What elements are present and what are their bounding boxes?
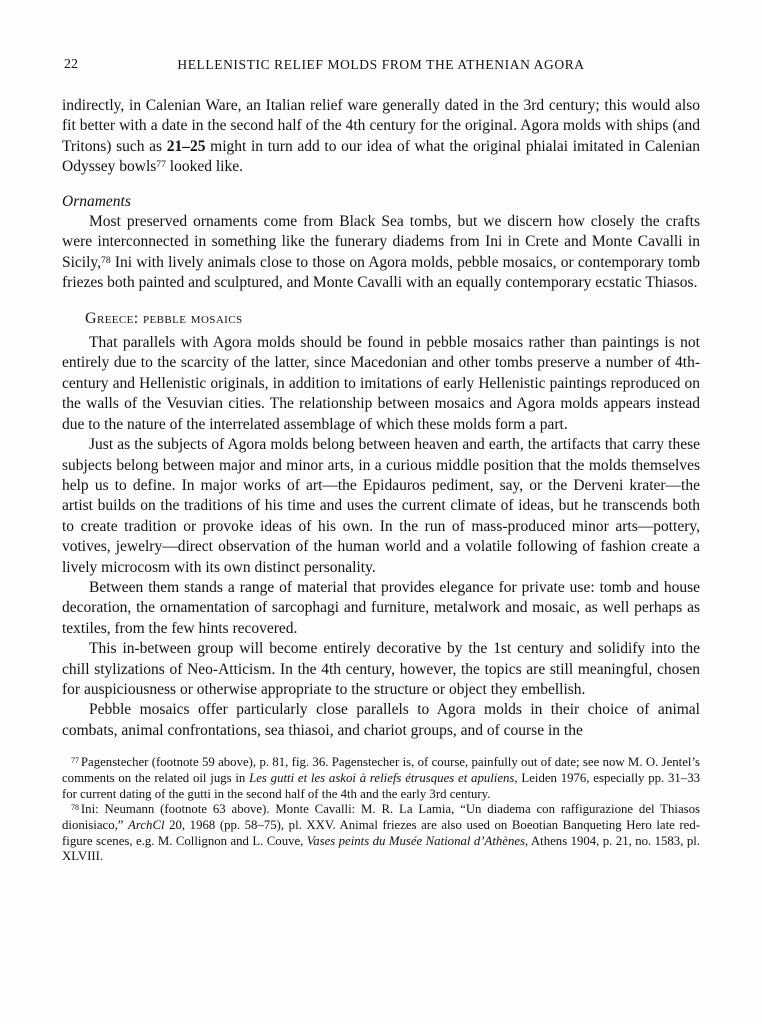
footnote-text: Ini: Neumann (footnote 63 above). Monte Cavalli: M. R. La Lamia, “Un diadema con raffigurazione del Thiasos dionisiaco,” xyxy=(62,802,700,832)
catalog-number-range: 21–25 xyxy=(166,137,206,155)
footnote-book-title: Vases peints du Musée National d’Athènes xyxy=(306,833,526,848)
running-title: HELLENISTIC RELIEF MOLDS FROM THE ATHENIAN AGORA xyxy=(177,57,585,72)
footnote-marker-77: 77 xyxy=(71,755,79,765)
footnote-text: , Leiden 1976, especially pp. 31–33 for current dating of the gutti in the second half of the 4th and the early 3rd century. xyxy=(62,770,701,801)
body-text: indirectly, in Calenian Ware, an Italian relief ware generally dated in the 3rd century; this would also fit better with a date in the second half of the 4th century for the original. Agora molds with ships (and Tritons) such as xyxy=(62,97,700,155)
section-heading-ornaments: Ornaments xyxy=(62,192,131,210)
body-text: Ini with lively animals close to those on Agora molds, pebble mosaics, or contemporary tomb friezes both painted and sculptured, and Monte Cavalli with an equally contemporary ecstatic Thiasos. xyxy=(62,253,700,292)
paragraph-continued xyxy=(62,96,700,178)
footnote-text: Pagenstecher (footnote 59 above), p. 81, fig. 36. Pagenstecher is, of course, painfully out of date; see now M. O. Jentel’s comments on the related oil jugs in xyxy=(62,755,700,785)
footnote-marker-78: 78 xyxy=(71,802,79,812)
body-text: looked like. xyxy=(165,158,243,176)
paragraph: Between them stands a range of material that provides elegance for private use: tomb and house decoration, the ornamentation of sarcophagi and furniture, metalwork and mosaic, as well perhaps as textiles, from the few hints recovered. xyxy=(62,578,700,637)
footnote-77 xyxy=(62,755,700,802)
paragraph: Pebble mosaics offer particularly close parallels to Agora molds in their choice of animal combats, animal confrontations, sea thiasoi, and chariot groups, and of course in the xyxy=(62,701,700,739)
section-heading-greece-pebble-mosaics: Greece: pebble mosaics xyxy=(85,309,243,327)
paragraph xyxy=(62,212,700,294)
body-text: might in turn add to our idea of what the original phialai imitated in Calenian Odyssey bowls xyxy=(62,137,700,176)
footnote-text: 20, 1968 (pp. 58–75), pl. XXV. Animal friezes are also used on Boeotian Banqueting Hero late red-figure scenes, e.g. M. Collignon and L. Couve, xyxy=(62,818,700,848)
paragraph: That parallels with Agora molds should be found in pebble mosaics rather than paintings is not entirely due to the scarcity of the latter, since Macedonian and other tombs preserve a number of 4th-century and Hellenistic originals, in addition to imitations of early Hellenistic paintings reproduced on the walls of the Vesuvian cities. The relationship between mosaics and Agora molds appears instead due to the nature of the interrelated assemblage of which these molds form a part. xyxy=(62,334,700,433)
footnote-text: , Athens 1904, p. 21, no. 1583, pl. XLVIII. xyxy=(62,833,700,864)
footnote-ref-77: 77 xyxy=(156,158,166,170)
page-number: 22 xyxy=(64,57,78,72)
paragraph: This in-between group will become entirely decorative by the 1st century and solidify into the chill stylizations of Neo-Atticism. In the 4th century, however, the topics are still meaningful, chosen for auspiciousness or otherwise appropriate to the structure or object they embellish. xyxy=(62,640,700,698)
footnote-ref-78: 78 xyxy=(101,254,111,266)
footnote-journal-title: ArchCl xyxy=(128,818,165,832)
footnote-78 xyxy=(62,802,700,865)
text-block xyxy=(62,96,700,865)
paragraph: Just as the subjects of Agora molds belong between heaven and earth, the artifacts that carry these subjects belong between major and minor arts, in a curious middle position that the molds themselves help us to define. In major works of art—the Epidauros pediment, say, or the Derveni krater—the artist builds on the traditions of his time and uses the current climate of ideas, but he transcends both to create tradition or provoke ideas of his own. In the run of mass-produced minor arts—pottery, votives, jewelry—direct observation of the human world and a volatile following of fashion create a lively microcosm with its own distinct personality. xyxy=(62,436,700,576)
footnotes-section xyxy=(62,755,700,865)
body-text: Most preserved ornaments come from Black Sea tombs, but we discern how closely the crafts were interconnected in something like the funerary diadems from Ini in Crete and Monte Cavalli in Sicily, xyxy=(62,213,700,271)
running-head xyxy=(62,56,700,73)
footnote-book-title: Les gutti et les askoi à reliefs étrusques et apuliens xyxy=(249,770,515,785)
